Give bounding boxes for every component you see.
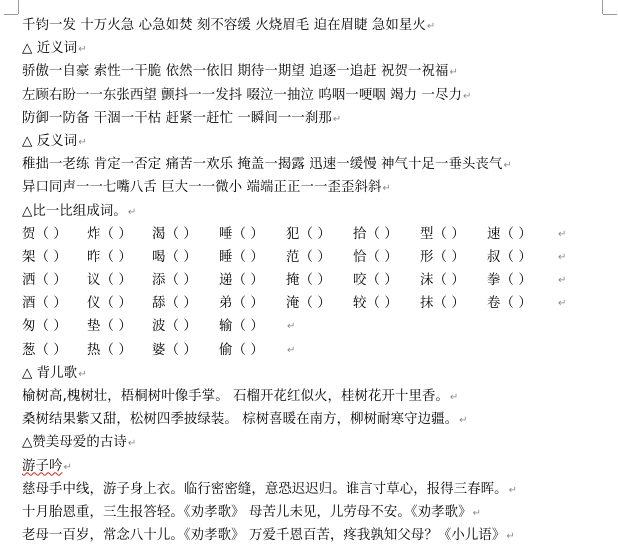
- compare-cell: 掩（ ）: [286, 273, 331, 289]
- compare-cell: 舔（ ）: [152, 296, 197, 312]
- paragraph-mark: ↵: [508, 484, 518, 496]
- margin-mark-left: [18, 0, 19, 14]
- paragraph-mark: ↵: [558, 228, 567, 240]
- compare-cell: 淹（ ）: [286, 296, 331, 312]
- antonym-text: 异口同声一一七嘴八舌 巨大一一微小 端端正正一一歪歪斜斜: [22, 180, 382, 196]
- compare-cell: 抹（ ）: [420, 296, 465, 312]
- paragraph-mark: ↵: [332, 113, 342, 125]
- compare-cell: 唾（ ）: [219, 226, 264, 242]
- paragraph-mark: ↵: [287, 321, 296, 333]
- compare-cell: 葱（ ）: [22, 342, 67, 358]
- compare-cell: 偷（ ）: [219, 342, 264, 358]
- paragraph-mark: ↵: [78, 368, 87, 380]
- paragraph-mark: ↵: [127, 438, 137, 450]
- song-text: 榆树高,槐树壮，梧桐树叶像手掌。 石榴开花红似火，桂树花开十里香。: [22, 389, 449, 404]
- compare-cell: 范（ ）: [286, 249, 331, 265]
- compare-cell: 递（ ）: [219, 273, 264, 289]
- compare-cell: 弟（ ）: [219, 296, 264, 312]
- poem-line: [22, 524, 612, 547]
- paragraph-mark: ↵: [506, 531, 515, 543]
- compare-cell: 添（ ）: [152, 273, 197, 289]
- compare-row: [22, 339, 612, 362]
- compare-cell: 咬（ ）: [353, 273, 398, 289]
- compare-cell: 犯（ ）: [286, 226, 331, 242]
- poem-line: [22, 501, 612, 524]
- song-text: 桑树结果紫又甜，松树四季披绿装。 棕树喜暖在南方，柳树耐寒守边疆。: [22, 412, 459, 428]
- paragraph-mark: ↵: [382, 183, 391, 195]
- compare-row: [22, 269, 612, 292]
- compare-cell: 议（ ）: [87, 273, 132, 289]
- paragraph-mark: ↵: [558, 298, 567, 310]
- song-heading-text: △ 背儿歌: [22, 365, 78, 381]
- song-heading: [22, 362, 612, 385]
- paragraph-mark: ↵: [127, 206, 137, 218]
- antonym-line: [22, 153, 612, 176]
- synonym-text: 骄傲一自豪 索性一干脆 依然一依旧 期待一期望 追逐一追赶 祝贺一祝福: [22, 64, 449, 80]
- compare-cell: 架（ ）: [22, 249, 67, 265]
- poem-line: [22, 478, 612, 501]
- compare-row: [22, 246, 612, 269]
- paragraph-mark: ↵: [459, 415, 468, 427]
- compare-cell: 输（ ）: [219, 319, 264, 335]
- poem-title: [22, 455, 612, 478]
- synonyms-heading-text: △ 近义词: [22, 41, 78, 57]
- compare-cell: 沫（ ）: [420, 273, 465, 289]
- poem-text: 十月胎恩重，三生报答轻。《劝孝歌》 母苦儿未见，儿劳母不安。《劝孝歌》: [22, 504, 472, 520]
- paragraph-mark: ↵: [449, 392, 459, 403]
- compare-cell: 热（ ）: [87, 342, 132, 358]
- compare-cell: 型（ ）: [420, 226, 465, 242]
- praise-heading-text: △赞美母爱的古诗: [22, 435, 127, 451]
- antonyms-heading: [22, 130, 612, 153]
- synonym-text: 防御一防备 干涸一干枯 赶紧一赶忙 一瞬间一一刹那: [22, 110, 332, 126]
- compare-cell: 波（ ）: [152, 319, 197, 335]
- compare-cell: 速（ ）: [487, 226, 532, 242]
- paragraph-mark: ↵: [78, 136, 87, 148]
- compare-cell: 匆（ ）: [22, 319, 67, 335]
- synonym-text: 左顾右盼一一东张西望 颤抖一一发抖 啜泣一抽泣 呜咽一哽咽 竭力 一尽力: [22, 87, 462, 103]
- compare-cell: 渴（ ）: [152, 226, 197, 242]
- praise-heading: [22, 431, 612, 454]
- compare-cell: 贺（ ）: [22, 226, 67, 242]
- synonym-line: [22, 107, 612, 130]
- compare-cell: 仪（ ）: [87, 296, 132, 312]
- compare-cell: 酒（ ）: [22, 296, 67, 312]
- margin-mark-right: [602, 0, 603, 14]
- compare-cell: 昨（ ）: [87, 249, 132, 265]
- compare-cell: 叔（ ）: [487, 249, 532, 265]
- compare-row: [22, 292, 612, 315]
- idiom-text: 千钧一发 十万火急 心急如焚 刻不容缓 火烧眉毛 迫在眉睫 急如星火: [22, 18, 426, 33]
- antonym-line: [22, 176, 612, 199]
- paragraph-mark: ↵: [558, 275, 567, 287]
- paragraph-mark: ↵: [78, 44, 87, 56]
- compare-cell: 卷（ ）: [487, 296, 532, 312]
- paragraph-mark: ↵: [63, 461, 72, 473]
- paragraph-mark: ↵: [558, 251, 567, 263]
- compare-row: [22, 315, 612, 338]
- paragraph-mark: ↵: [449, 67, 458, 79]
- poem-text: 老母一百岁，常念八十儿。《劝孝歌》 万爱千恩百苦，疼我孰知父母？《小儿语》: [22, 528, 506, 544]
- paragraph-mark: ↵: [463, 90, 472, 102]
- compare-cell: 拳（ ）: [487, 273, 532, 289]
- poem-text: 慈母手中线，游子身上衣。临行密密缝，意恐迟迟归。谁言寸草心，报得三春晖。: [22, 481, 508, 497]
- compare-cell: 睡（ ）: [219, 249, 264, 265]
- compare-cell: 婆（ ）: [152, 342, 197, 358]
- compare-row: [22, 223, 612, 246]
- compare-cell: 拾（ ）: [353, 226, 398, 242]
- compare-heading-text: △比一比组成词。: [22, 203, 127, 219]
- margin-mark-left-h: [4, 14, 18, 15]
- compare-cell: 垫（ ）: [87, 319, 132, 335]
- song-line: [22, 408, 612, 431]
- document-body[interactable]: [22, 14, 612, 547]
- compare-cell: 喝（ ）: [152, 249, 197, 265]
- compare-cell: 较（ ）: [353, 296, 398, 312]
- synonyms-heading: [22, 37, 612, 60]
- compare-grid: [22, 223, 612, 362]
- song-line: [22, 385, 612, 408]
- compare-cell: 恰（ ）: [353, 249, 398, 265]
- compare-heading: [22, 200, 612, 223]
- antonyms-heading-text: △ 反义词: [22, 133, 78, 149]
- compare-cell: 形（ ）: [420, 249, 465, 265]
- paragraph-mark: ↵: [426, 21, 436, 32]
- compare-cell: 炸（ ）: [87, 226, 132, 242]
- poem-title-text: 游子吟: [22, 458, 63, 474]
- synonym-line: [22, 84, 612, 107]
- antonym-text: 稚拙一老练 肯定一否定 痛苦一欢乐 掩盖一揭露 迅速一缓慢 神气十足一垂头丧气: [22, 157, 503, 173]
- paragraph-mark: ↵: [287, 344, 296, 356]
- paragraph-mark: ↵: [503, 160, 512, 172]
- compare-cell: 洒（ ）: [22, 273, 67, 289]
- paragraph-mark: ↵: [472, 507, 482, 519]
- idiom-line: [22, 14, 612, 37]
- synonym-line: [22, 60, 612, 83]
